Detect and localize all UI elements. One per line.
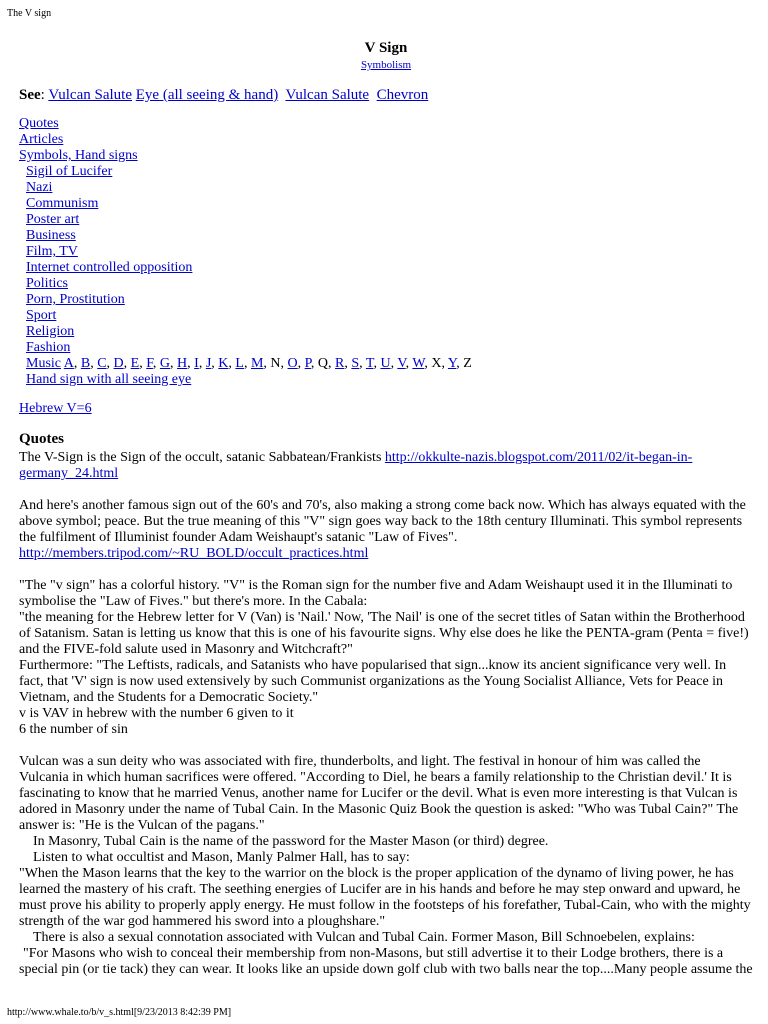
- music-letter-e[interactable]: E: [130, 356, 140, 371]
- music-letter-u[interactable]: U: [380, 356, 391, 371]
- quote-4: Vulcan was a sun deity who was associated with fire, thunderbolts, and light. The festival in honour of him was called the Vulcania in which human sacrifices were offered. "According to Diel, he bears a family relationship to the Christian devil.' It is fascinating to know that he married Venus, another name for Lucifer or the devil. What is even more interesting is that Vulcan is adored in Masonry under the name of Tubal Cain. In the Masonic Quiz Book the question is asked: "Who was Tubal Cain?" The answer is: "He is the Vulcan of the pagans." In Masonry, Tubal Cain is the name of the password for the Master Mason (or third) degree. Listen to what occultist and Mason, Manly Palmer Hall, has to say: "When the Mason learns that the key to the warrior on the block is the proper application of the dynamo of living power, he has learned the mastery of his craft. The seething energies of Lucifer are in his hands and before he may step onward and upward, he must prove his ability to properly apply energy. He must follow in the footsteps of his forefather, Tubal-Cain, who with the mighty strength of the war god hammered his sword into a ploughshare." There is also a sexual connotation associated with Vulcan and Tubal Cain. Former Mason, Bill Schnoebelen, explains: "For Masons who wish to conceal their membership from non-Masons, but still advertise it to their Lodge brothers, there is a special pin (or tie tack) they can wear. It looks like an upside down golf club with two balls near the top....Many people assume the: [19, 754, 753, 977]
- see-label: See: [19, 87, 41, 103]
- hebrew-v6-link[interactable]: Hebrew V=6: [19, 401, 92, 416]
- toc-sub-item[interactable]: Communism: [26, 196, 99, 211]
- print-header-title: The V sign: [7, 8, 52, 19]
- music-letter-p[interactable]: P: [304, 356, 311, 371]
- music-letter-w[interactable]: W: [412, 356, 425, 371]
- toc-articles[interactable]: Articles: [19, 132, 64, 147]
- toc-sub-item[interactable]: Sigil of Lucifer: [26, 164, 113, 179]
- music-letter-k[interactable]: K: [218, 356, 229, 371]
- quote-3: "The "v sign" has a colorful history. "V" is the Roman sign for the number five and Adam Weishaupt used it in the Illuminati to symbolise the "Law of Fives." but there's more. In the Cabala: "the meaning for the Hebrew letter for V (Van) is 'Nail.' Now, 'The Nail' is one of the secret titles of Satan within the Brotherhood of Satanism. Satan is letting us know that this is one of his favourite signs. Why else does he like the PENTA-gram (Penta = five!) and the FIVE-fold salute used in Masonry and Witchcraft?" Furthermore: "The Leftists, radicals, and Satanists who have popularised that sign...know its ancient significance very well. In fact, that 'V' sign is now used extensively by such Communist organizations as the Young Socialist Alliance, Vets for Peace in Vietnam, and the Students for a Democratic Society." v is VAV in hebrew with the number 6 given to it 6 the number of sin: [19, 578, 749, 737]
- music-letter-o[interactable]: O: [287, 356, 298, 371]
- music-letter-c[interactable]: C: [97, 356, 107, 371]
- music-letter-d[interactable]: D: [113, 356, 124, 371]
- toc-quotes[interactable]: Quotes: [19, 116, 59, 131]
- music-letter-y[interactable]: Y: [447, 356, 457, 371]
- toc-music-letters: Music A, B, C, D, E, F, G, H, I, J, K, L, M, N, O, P, Q, R, S, T, U, V, W, X, Y, Z: [26, 356, 472, 371]
- music-letter-b[interactable]: B: [80, 356, 91, 371]
- music-letter-r[interactable]: R: [335, 356, 345, 371]
- page-title: V Sign: [364, 40, 408, 56]
- music-letter-g[interactable]: G: [159, 356, 171, 371]
- music-letter-i[interactable]: I: [194, 356, 199, 371]
- page-content: [19, 38, 753, 994]
- music-letter-s[interactable]: S: [351, 356, 360, 371]
- table-of-contents: [19, 116, 753, 417]
- quote-1: The V-Sign is the Sign of the occult, satanic Sabbatean/Frankists http://okkulte-nazis.blogspot.com/2011/02/it-began-in-germany_24.html: [19, 450, 693, 481]
- toc-sub-item[interactable]: Business: [26, 228, 76, 243]
- toc-sub-item[interactable]: Sport: [26, 308, 57, 323]
- toc-music[interactable]: Music: [26, 356, 61, 371]
- music-letter-t[interactable]: T: [365, 356, 374, 371]
- tripod-occult-link[interactable]: http://members.tripod.com/~RU_BOLD/occult_practices.html: [19, 546, 369, 561]
- music-letter-h[interactable]: H: [177, 356, 188, 371]
- quote-2: And here's another famous sign out of the 60's and 70's, also making a strong come back now. Which has always equated with the above symbol; peace. But the true meaning of this "V" sign goes way back to the 18th century Illuminati. This symbol represents the fulfilment of Illuminist founder Adam Weishaupt's satanic "Law of Fives". http://members.tripod.com/~RU_BOLD/occult_practices.html: [19, 498, 746, 561]
- music-letter-x: X: [431, 356, 442, 371]
- music-letter-l[interactable]: L: [235, 356, 244, 371]
- toc-sub-item[interactable]: Religion: [26, 324, 75, 339]
- music-letter-f[interactable]: F: [146, 356, 153, 371]
- toc-hand-sign-all-seeing-eye[interactable]: Hand sign with all seeing eye: [26, 372, 192, 387]
- see-link-vulcan-salute[interactable]: Vulcan Salute: [48, 87, 132, 103]
- toc-sub-item[interactable]: Nazi: [26, 180, 53, 195]
- toc-sub-item[interactable]: Film, TV: [26, 244, 78, 259]
- music-letter-z: Z: [463, 356, 472, 371]
- toc-sub-item[interactable]: Fashion: [26, 340, 71, 355]
- music-letter-m[interactable]: M: [250, 356, 264, 371]
- okkulte-nazis-link[interactable]: http://okkulte-nazis.blogspot.com/2011/02/it-began-in-germany_24.html: [19, 450, 693, 481]
- music-letter-q: Q: [317, 356, 329, 371]
- toc-sub-item[interactable]: Poster art: [26, 212, 80, 227]
- toc-symbols-hand-signs[interactable]: Symbols, Hand signs: [19, 148, 138, 163]
- toc-sub-item[interactable]: Porn, Prostitution: [26, 292, 125, 307]
- music-letter-j[interactable]: J: [205, 356, 212, 371]
- see-link-eye[interactable]: Eye (all seeing & hand): [135, 87, 279, 103]
- music-letter-n: N: [270, 356, 281, 371]
- see-link-vulcan-salute-2[interactable]: Vulcan Salute: [285, 87, 370, 103]
- quotes-heading: Quotes: [19, 431, 64, 447]
- music-letter-a[interactable]: A: [63, 356, 74, 371]
- see-also-line: See: Vulcan Salute Eye (all seeing & hand) Vulcan Salute Chevron: [19, 87, 429, 103]
- toc-sub-item[interactable]: Internet controlled opposition: [26, 260, 193, 275]
- see-link-chevron[interactable]: Chevron: [376, 87, 429, 103]
- toc-sub-item[interactable]: Politics: [26, 276, 69, 291]
- symbolism-link[interactable]: Symbolism: [360, 59, 412, 71]
- music-letter-v[interactable]: V: [397, 356, 406, 371]
- print-footer-url: http://www.whale.to/b/v_s.html[9/23/2013 8:42:39 PM]: [7, 1007, 232, 1018]
- toc-subsections: [19, 164, 753, 356]
